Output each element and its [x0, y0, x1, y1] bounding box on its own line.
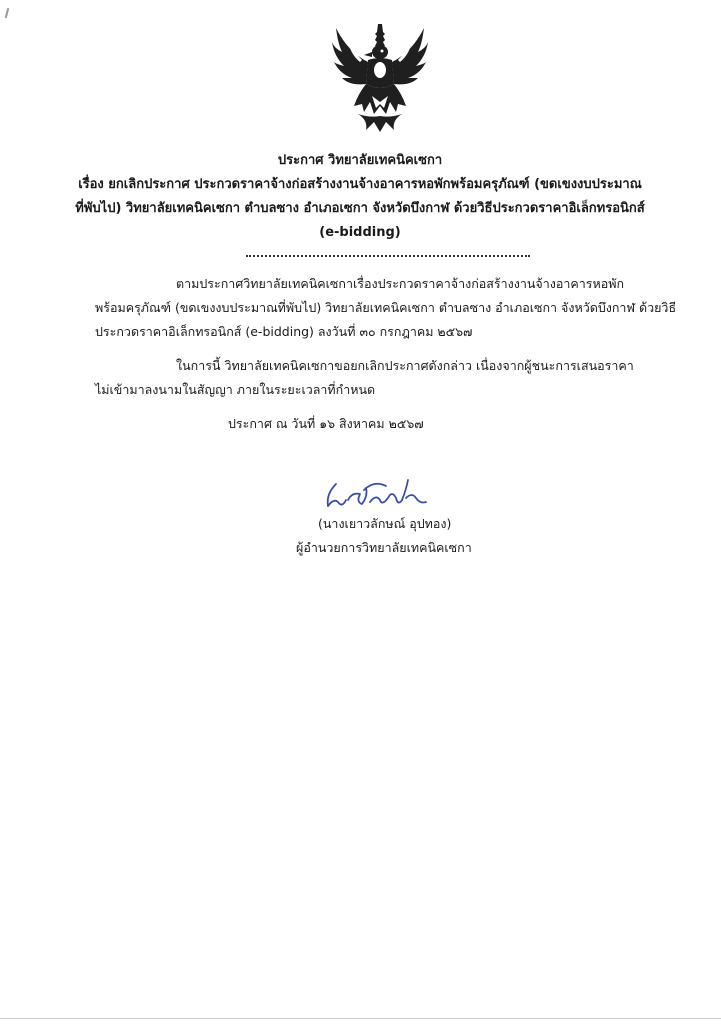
signatory-position: ผู้อำนวยการวิทยาลัยเทคนิคเซกา: [296, 540, 472, 555]
subject-line-1: เรื่อง ยกเลิกประกาศ ประกวดราคาจ้างก่อสร้างงานจ้างอาคารหอพักพร้อมครุภัณฑ์ (ขดเขงงบประมาณ: [78, 177, 642, 192]
dotted-divider: [246, 255, 530, 257]
bottom-divider: [0, 1018, 721, 1019]
paragraph-2-line-2: ไม่เข้ามาลงนามในสัญญา ภายในระยะเวลาที่กำหนด: [95, 382, 376, 397]
paragraph-1-line-1: ตามประกาศวิทยาลัยเทคนิคเซกาเรื่องประกวดราคาจ้างก่อสร้างงานจ้างอาคารหอพัก: [176, 276, 625, 291]
handwritten-signature: [322, 476, 432, 512]
garuda-emblem-icon: [328, 22, 432, 134]
subject-line-2: ที่พับไป) วิทยาลัยเทคนิคเซกา ตำบลซาง อำเภอเซกา จังหวัดบึงกาฬ ด้วยวิธีประกวดราคาอิเล็กทรอนิกส์: [75, 201, 645, 216]
subject-line-3: (e-bidding): [319, 225, 401, 240]
signatory-name: (นางเยาวลักษณ์ อุปทอง): [318, 516, 452, 531]
announcement-date: ประกาศ ณ วันที่ ๑๖ สิงหาคม ๒๕๖๗: [228, 416, 424, 431]
paragraph-1-line-2: พร้อมครุภัณฑ์ (ขดเขงงบประมาณที่พับไป) วิทยาลัยเทคนิคเซกา ตำบลซาง อำเภอเซกา จังหวัดบึงกาฬ ด้วยวิธี: [95, 300, 677, 315]
paragraph-1-line-3: ประกวดราคาอิเล็กทรอนิกส์ (e-bidding) ลงวันที่ ๓๐ กรกฎาคม ๒๕๖๗: [95, 324, 473, 339]
paragraph-2-line-1: ในการนี้ วิทยาลัยเทคนิคเซกาขอยกเลิกประกาศดังกล่าว เนื่องจากผู้ชนะการเสนอราคา: [176, 358, 634, 373]
scan-mark: [5, 8, 10, 18]
announcement-title: ประกาศ วิทยาลัยเทคนิคเซกา: [277, 153, 443, 168]
